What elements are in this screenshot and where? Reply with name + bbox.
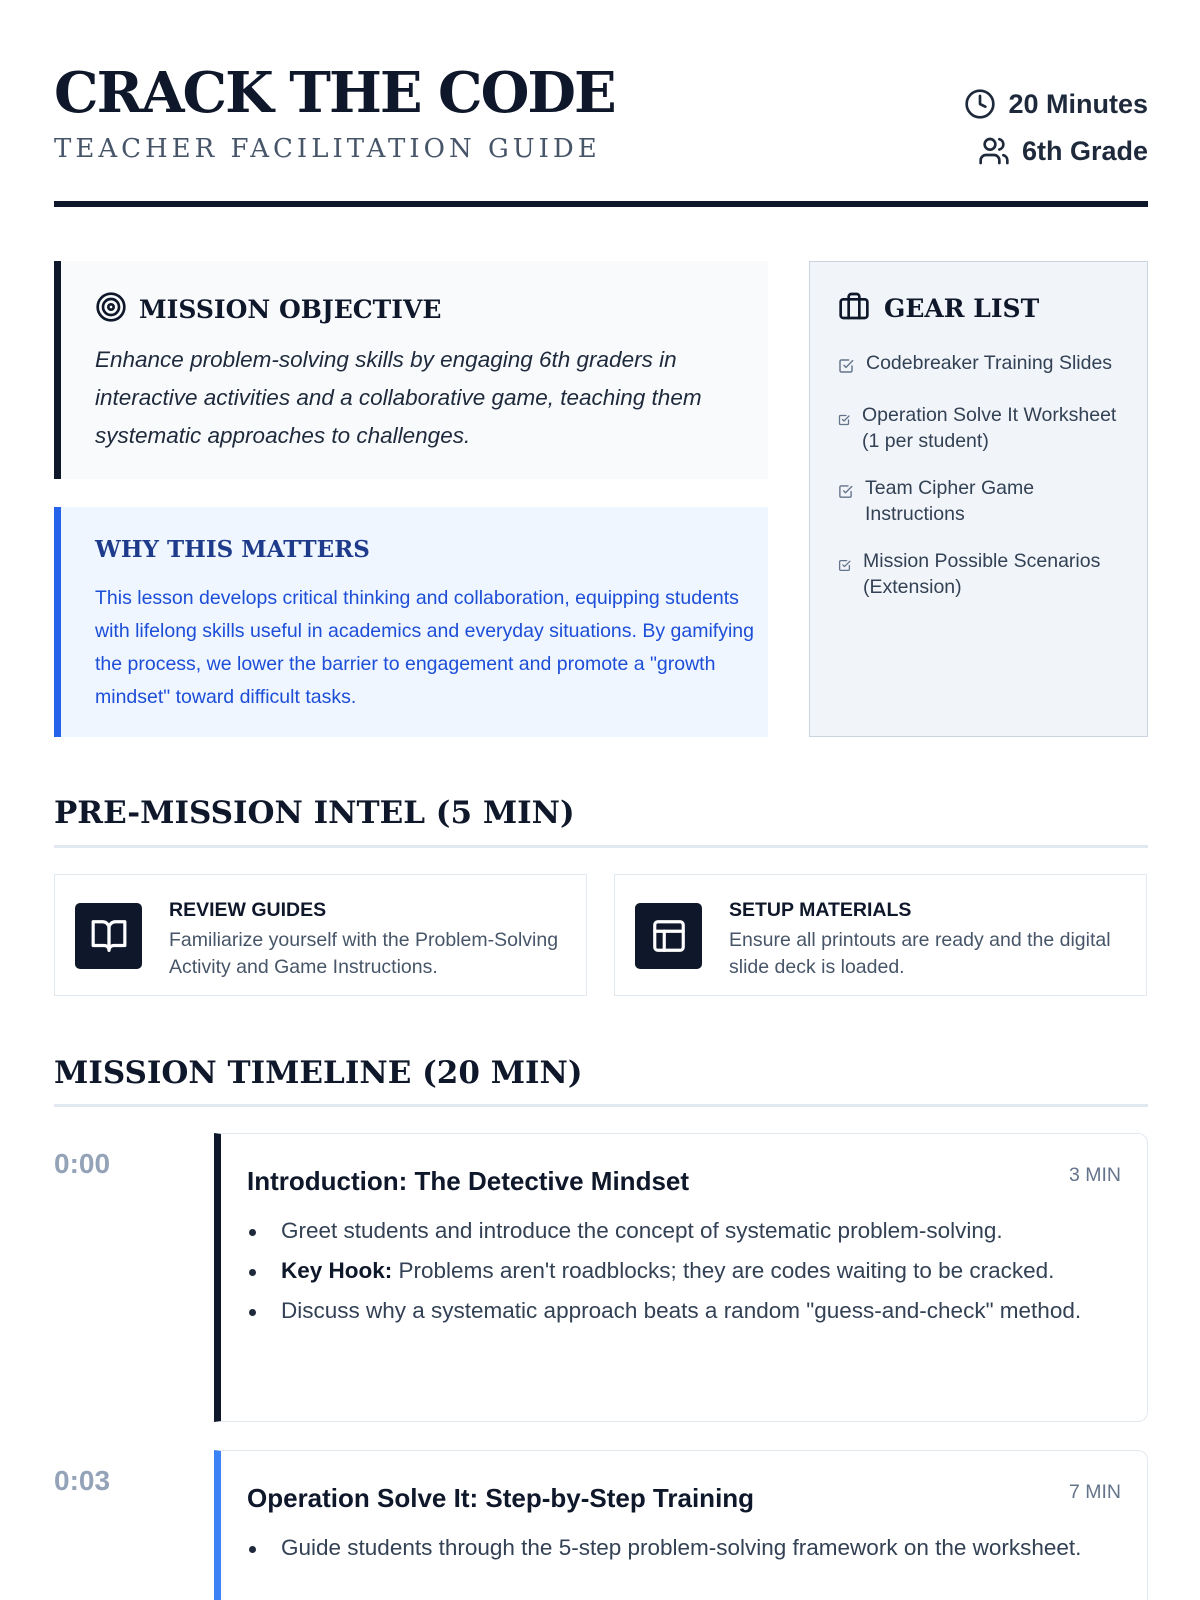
clock-icon — [964, 88, 996, 120]
duration-text: 20 Minutes — [1008, 88, 1148, 119]
bullet-text: Guide students through the 5-step problem-solving framework on the worksheet. — [281, 1535, 1082, 1560]
bullet-text: Greet students and introduce the concept of systematic problem-solving. — [281, 1218, 1003, 1243]
setup-materials-card — [614, 874, 1147, 996]
card-title: SETUP MATERIALS — [729, 899, 912, 921]
pre-mission-intel-heading — [54, 795, 1148, 848]
gear-item-label: Team Cipher Game Instructions — [865, 476, 1035, 525]
page-title: CRACK THE CODE — [54, 60, 615, 126]
briefcase-icon — [838, 290, 870, 327]
check-square-icon — [838, 480, 853, 528]
gear-item-label: Mission Possible Scenarios (Extension) — [863, 549, 1101, 598]
timeline-bullet — [247, 1294, 1107, 1327]
gear-list-box — [809, 261, 1148, 737]
timeline-bullet — [247, 1531, 1107, 1564]
mission-timeline-heading — [54, 1055, 1148, 1107]
mission-objective-text: Enhance problem-solving skills by engaging 6th graders in interactive activities and a collaborative game, teaching them systematic approaches to challenges. — [95, 347, 702, 448]
gear-list-title: GEAR LIST — [884, 294, 1040, 323]
book-open-icon — [75, 903, 142, 969]
timeline-entry-duration: 3 MIN — [1068, 1164, 1121, 1186]
gear-item — [838, 475, 1128, 528]
bullet-label: Key Hook: — [281, 1258, 393, 1283]
gear-item-label: Codebreaker Training Slides — [866, 352, 1113, 374]
grade-text: 6th Grade — [1021, 135, 1148, 166]
timeline-entry-bullets — [247, 1531, 1107, 1571]
bullet-text: Problems aren't roadblocks; they are codes waiting to be cracked. — [392, 1258, 1055, 1283]
card-text: Familiarize yourself with the Problem-Solving Activity and Game Instructions. — [169, 929, 559, 978]
timeline-entry-duration: 7 MIN — [1068, 1481, 1121, 1503]
mission-timeline-title: MISSION TIMELINE (20 MIN) — [54, 1055, 583, 1091]
gear-item — [838, 350, 1128, 382]
page-subtitle: TEACHER FACILITATION GUIDE — [54, 134, 601, 164]
facilitation-guide-page — [54, 0, 1148, 1600]
card-title: REVIEW GUIDES — [169, 899, 327, 921]
grade-meta — [978, 135, 1148, 167]
gear-item-label: Operation Solve It Worksheet (1 per student) — [862, 403, 1117, 452]
duration-meta — [964, 88, 1148, 120]
pre-mission-intel-title: PRE-MISSION INTEL (5 MIN) — [54, 795, 575, 831]
timeline-entry — [214, 1450, 1148, 1600]
gear-items — [838, 350, 1128, 621]
timeline-bullet — [247, 1254, 1107, 1287]
timeline-entry-bullets — [247, 1214, 1107, 1334]
target-icon — [95, 291, 127, 328]
check-square-icon — [838, 355, 854, 382]
check-square-icon — [838, 553, 851, 601]
why-this-matters-box — [54, 507, 768, 737]
mission-objective-heading — [95, 291, 441, 328]
timeline-time: 0:03 — [54, 1465, 111, 1496]
check-square-icon — [838, 407, 850, 455]
gear-list-heading — [838, 290, 1039, 327]
mission-objective-title: MISSION OBJECTIVE — [139, 295, 442, 324]
timeline-entry — [214, 1133, 1148, 1422]
timeline-entry-title: Introduction: The Detective Mindset — [247, 1166, 690, 1196]
card-text: Ensure all printouts are ready and the digital slide deck is loaded. — [729, 929, 1111, 978]
timeline-entry-title: Operation Solve It: Step-by-Step Training — [247, 1483, 755, 1513]
mission-objective-box — [54, 261, 768, 479]
page-header — [54, 56, 1148, 207]
bullet-text: Discuss why a systematic approach beats a random "guess-and-check" method. — [281, 1298, 1082, 1323]
layout-icon — [635, 903, 702, 969]
timeline-time: 0:00 — [54, 1148, 111, 1179]
users-icon — [978, 135, 1010, 167]
timeline-bullet — [247, 1214, 1107, 1247]
gear-item — [838, 548, 1128, 601]
review-guides-card — [54, 874, 587, 996]
gear-item — [838, 402, 1128, 455]
why-this-matters-title: WHY THIS MATTERS — [95, 536, 370, 563]
why-this-matters-text: This lesson develops critical thinking and collaboration, equipping students with lifelong skills useful in academics and everyday situations. By gamifying the process, we lower the barrier to engagement and promote a "growth mindset" toward difficult tasks. — [95, 587, 754, 708]
